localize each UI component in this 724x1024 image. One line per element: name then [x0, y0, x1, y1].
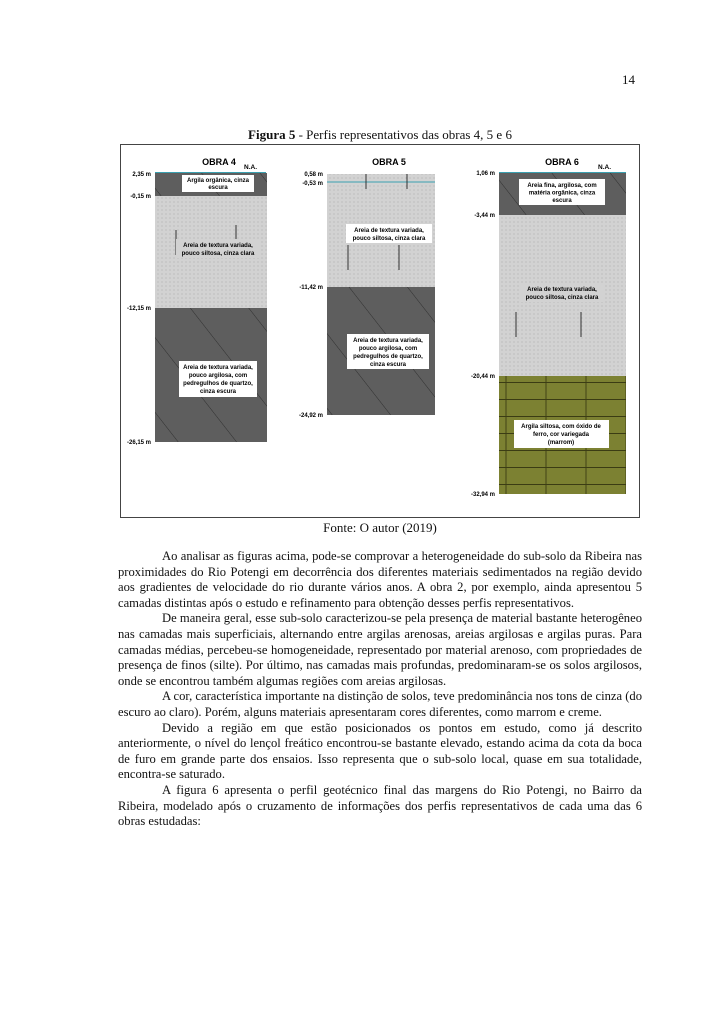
layer-label-line: pedregulhos de quartzo,	[183, 381, 253, 387]
profile-obra-4	[127, 157, 267, 446]
layer-label-line: Areia fina, argilosa, com	[527, 183, 597, 189]
layer-label-line: escura	[208, 185, 228, 191]
level-label: 0,58 m	[304, 172, 323, 178]
level-label: -12,15 m	[126, 306, 151, 312]
figure-caption	[120, 127, 640, 143]
layer-label-line: Areia de textura variada,	[183, 365, 253, 371]
layer-label-line: Areia de textura variada,	[353, 338, 423, 344]
layer-label-line: matéria orgânica, cinza	[528, 190, 596, 197]
level-label: -3,44 m	[474, 213, 495, 219]
layer-label-line: ferro, cor variegada	[532, 432, 590, 438]
layer-label-line: Areia de textura variada,	[354, 228, 424, 234]
paragraph: Devido a região em que estão posicionados os pontos em estudo, como já descrito anteriormente, o nível do lençol freático encontrou-se bastante elevado, estando acima da cota da boca de furo em grande parte dos ensaios. Isso representa que o sub-solo local, quase em sua totalidade, encontra-se saturado.	[118, 720, 642, 782]
profile-obra-5	[299, 157, 435, 419]
layer-label-line: (marrom)	[547, 440, 575, 446]
layer-label-line: Areia de textura variada,	[527, 287, 597, 293]
water-table-label: N.A.	[598, 164, 611, 171]
layer-label-line: Areia de textura variada,	[183, 243, 253, 249]
paragraph: A cor, característica importante na distinção de solos, teve predominância nos tons de cinza (do escuro ao claro). Porém, alguns materiais apresentaram cores diferentes, como marrom e creme.	[118, 689, 642, 719]
figure-source: Fonte: O autor (2019)	[323, 520, 437, 535]
paragraph: A figura 6 apresenta o perfil geotécnico final das margens do Rio Potengi, no Bairro da Ribeira, modelado após o cruzamento de informações dos perfis representativos de cada uma das 6 obras estudadas:	[118, 782, 642, 829]
figure-caption-label: Figura 5	[248, 127, 296, 142]
layer-label-line: Argila orgânica, cinza	[186, 178, 250, 184]
level-label: -24,92 m	[298, 413, 323, 419]
level-label: -0,53 m	[302, 181, 323, 187]
level-label: 2,35 m	[132, 172, 151, 178]
body-text	[118, 549, 642, 830]
level-label: -11,42 m	[299, 285, 323, 291]
profile-obra-6	[471, 157, 626, 498]
page-number: 14	[622, 72, 635, 87]
figure-5-frame	[120, 144, 640, 518]
layer-label-line: pouco argilosa, com	[358, 346, 418, 352]
level-label: -26,15 m	[126, 440, 151, 446]
layer-label-line: cinza escura	[199, 389, 237, 395]
level-label: -0,15 m	[130, 194, 151, 200]
level-label: 1,06 m	[476, 171, 495, 177]
figure-caption-text: - Perfis representativos das obras 4, 5 e 6	[295, 127, 512, 142]
paragraph: Ao analisar as figuras acima, pode-se comprovar a heterogeneidade do sub-solo da Ribeira nas proximidades do Rio Potengi em decorrência dos diferentes materiais sedimentados na região devido aos gradientes de velocidade do rio durante vários anos. A obra 2, por exemplo, ainda apresentou 5 camadas distintas após o estudo e refinamento para obtenção desses perfis representativos.	[118, 549, 642, 610]
profile-title: OBRA 4	[202, 157, 236, 167]
paragraph: De maneira geral, esse sub-solo caracterizou-se pela presença de material bastante heterogêneo nas camadas mais superficiais, alternando entre argilas arenosas, areias argilosas e argilas puras. Para camadas médias, percebeu-se homogeneidade, representado por material arenoso, com propriedades de presença de finos (silte). Por último, nas camadas mais profundas, predominaram-se os solos argilosos, onde se encontrou também algumas regiões com areias argilosas.	[118, 611, 642, 688]
layer-label-line: Argila siltosa, com óxido de	[521, 424, 601, 430]
layer-label-line: pouco argilosa, com	[188, 373, 248, 379]
soil-profiles-figure	[121, 145, 639, 517]
layer-label-line: pouco siltosa, cinza clara	[181, 251, 255, 257]
level-label: -20,44 m	[470, 374, 495, 380]
layer-label-line: cinza escura	[369, 362, 407, 368]
profile-title: OBRA 5	[372, 157, 406, 167]
layer-label-line: pedregulhos de quartzo,	[353, 354, 423, 360]
layer-label-line: pouco siltosa, cinza clara	[525, 295, 599, 301]
layer-label-line: escura	[552, 198, 572, 204]
layer-label-line: pouco siltosa, cinza clara	[352, 236, 426, 242]
water-table-label: N.A.	[244, 164, 257, 171]
profile-title: OBRA 6	[545, 157, 579, 167]
level-label: -32,94 m	[470, 492, 495, 498]
